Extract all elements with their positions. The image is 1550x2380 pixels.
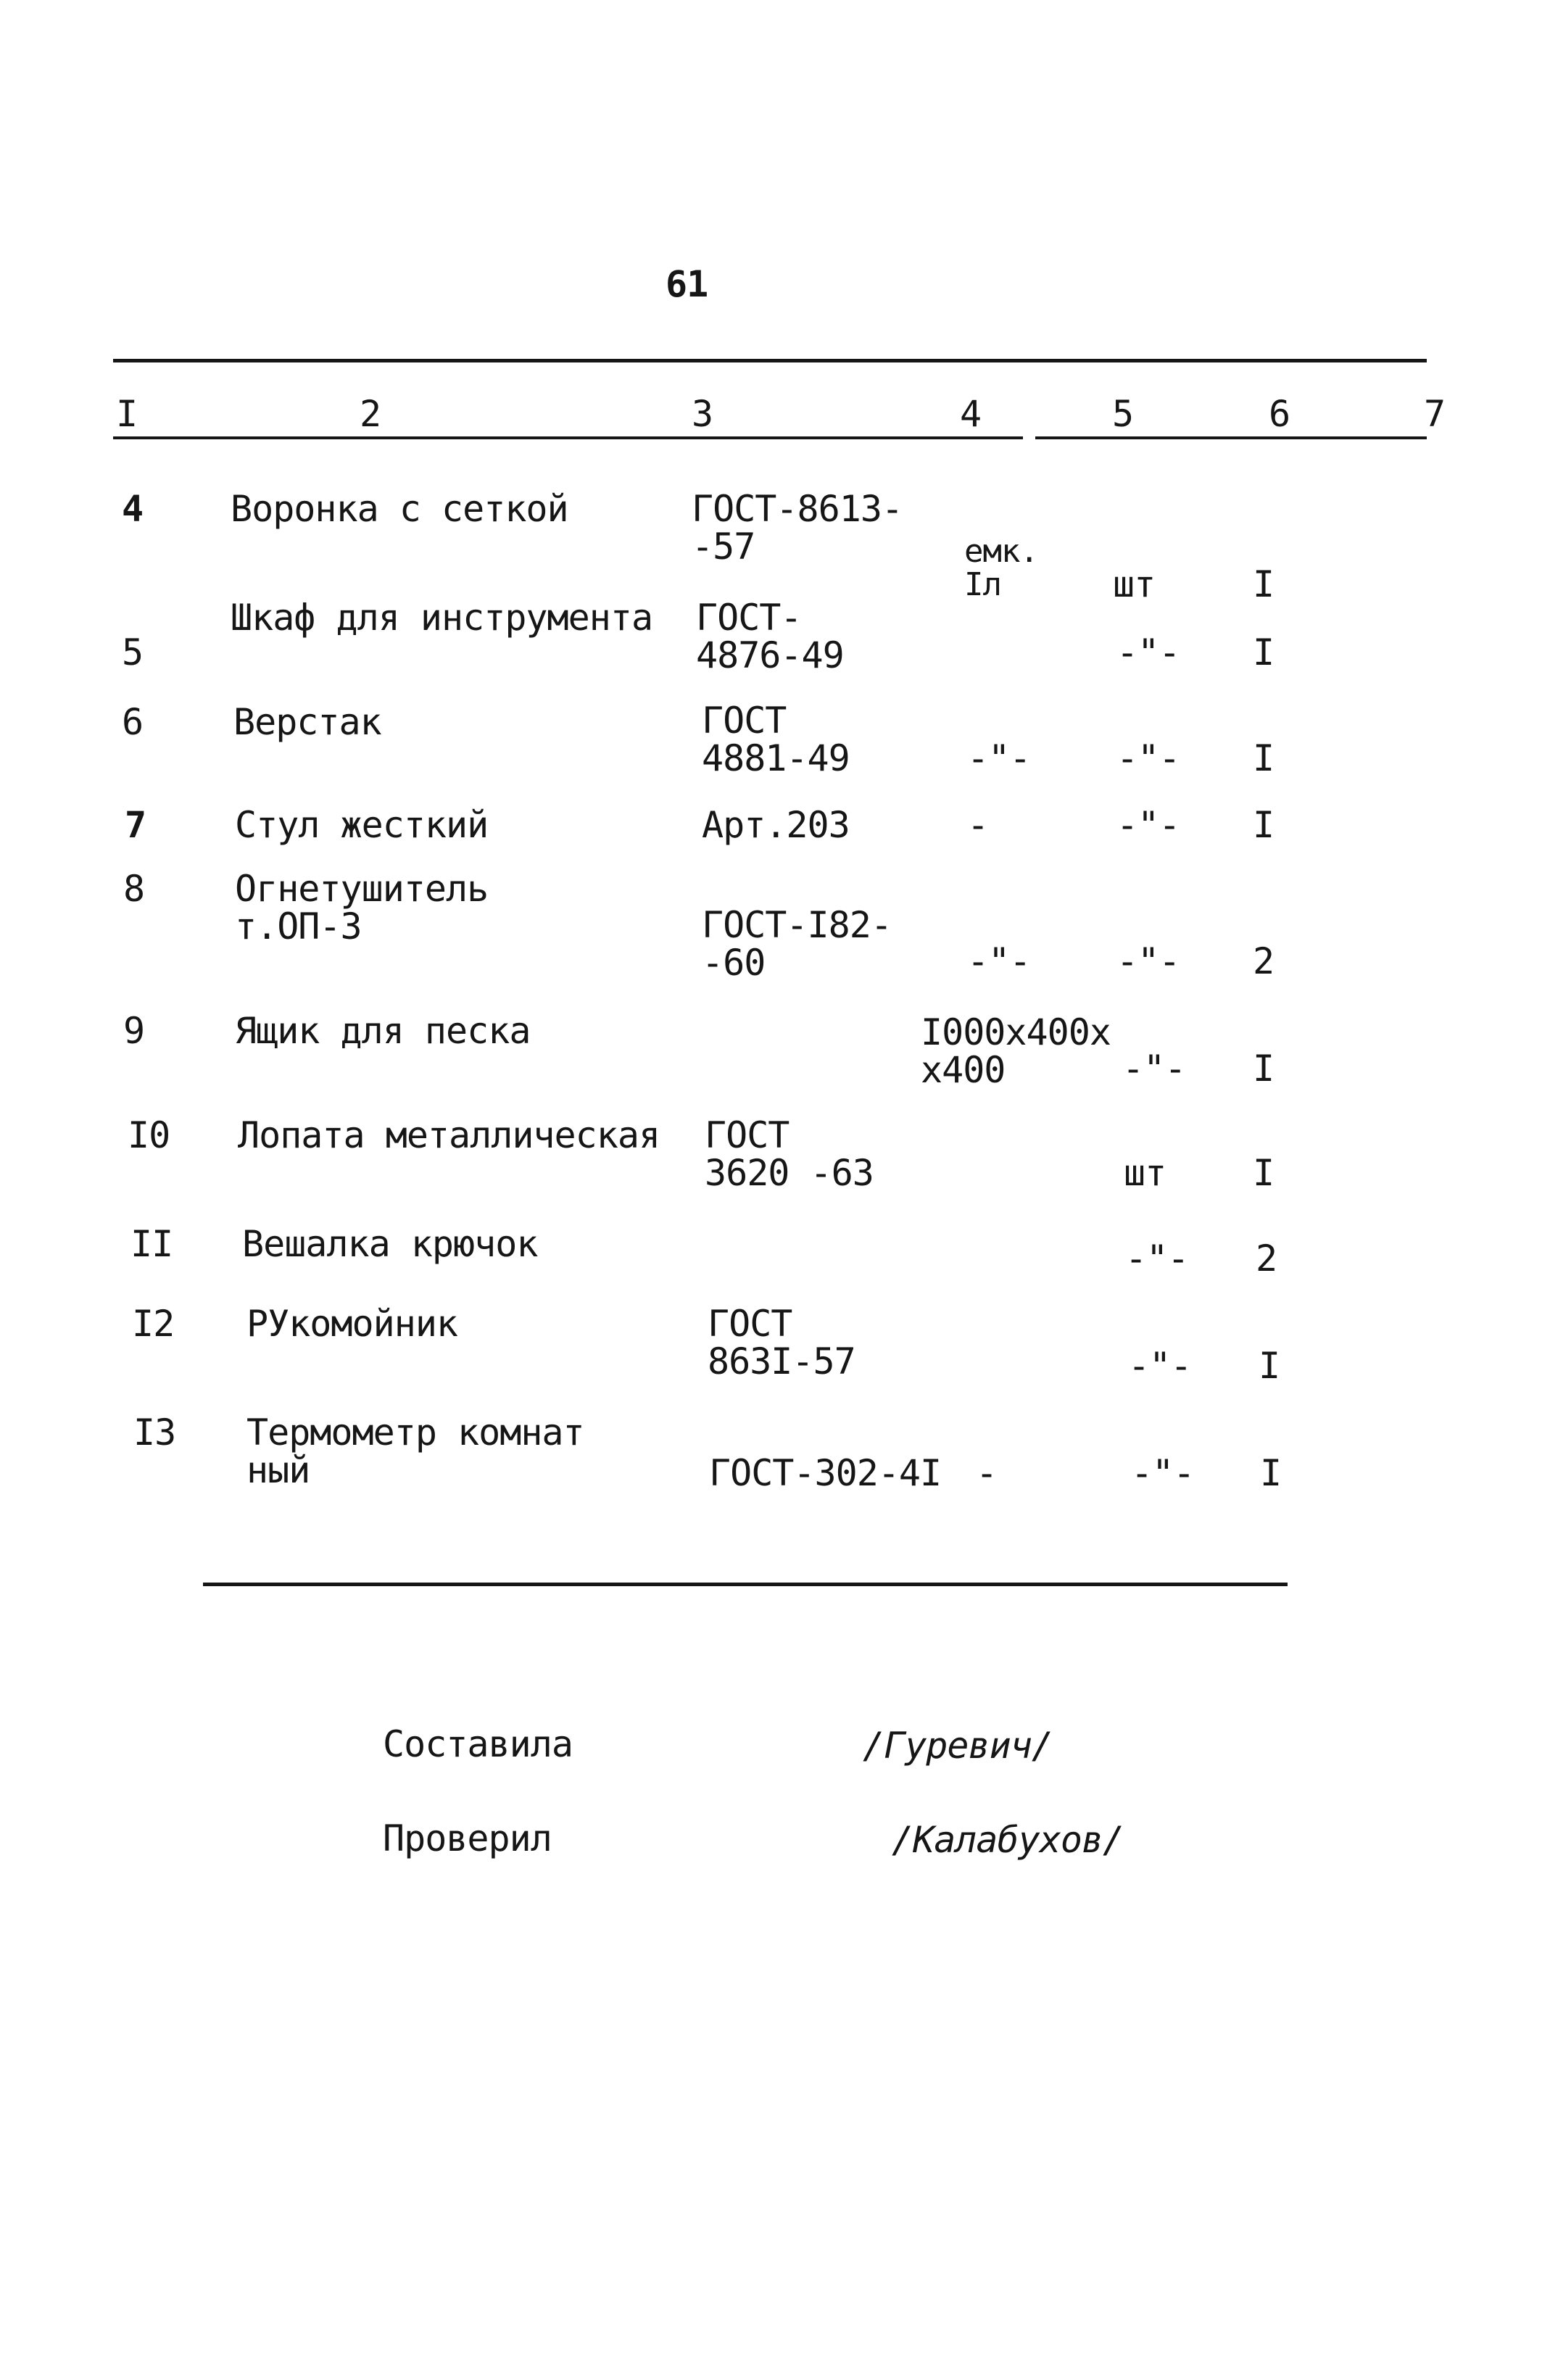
- compiled-by-name: /Гуревич/: [863, 1725, 1053, 1767]
- header-col-4: 4: [960, 393, 982, 435]
- page-number: 61: [666, 263, 708, 305]
- checked-by-name: /Калабухов/: [892, 1819, 1124, 1861]
- row-number: 4: [122, 488, 144, 530]
- row-qty: 2: [1256, 1237, 1277, 1280]
- header-col-6: 6: [1269, 393, 1290, 435]
- row-name: Верстак: [233, 701, 381, 743]
- header-col-1: I: [116, 393, 138, 435]
- row-name: Лопата металлическая: [238, 1114, 660, 1156]
- row-number: 6: [122, 701, 144, 743]
- row-col4: I000x400x x400: [921, 1011, 1111, 1091]
- row-qty: I: [1259, 1345, 1280, 1387]
- row-unit: -"-: [1122, 1048, 1186, 1090]
- row-number: I2: [132, 1303, 175, 1345]
- header-col-3: 3: [692, 393, 713, 435]
- header-rule-left: [113, 436, 1023, 439]
- row-unit: -"-: [1128, 1345, 1192, 1387]
- row-number: I0: [128, 1114, 170, 1156]
- header-rule-right: [1035, 436, 1427, 439]
- header-col-5: 5: [1112, 393, 1134, 435]
- row-col4: -"-: [967, 940, 1031, 982]
- row-gost: ГОСТ-I82- -60: [702, 904, 892, 984]
- row-gost: ГОСТ-8613- -57: [692, 488, 903, 568]
- row-name: Термометр комнат ный: [246, 1411, 584, 1491]
- row-col4: -"-: [967, 737, 1031, 779]
- row-gost: ГОСТ- 4876-49: [696, 597, 844, 676]
- row-unit: -"-: [1116, 804, 1180, 846]
- row-name: Огнетушитель т.ОП-3: [235, 868, 489, 948]
- compiled-by-label: Составила: [383, 1723, 573, 1765]
- row-qty: I: [1253, 737, 1275, 779]
- row-name: Воронка с сеткой: [231, 488, 568, 530]
- row-qty: 2: [1253, 940, 1275, 982]
- row-qty: I: [1253, 1048, 1275, 1090]
- row-unit: шт: [1124, 1152, 1166, 1194]
- row-unit: -"-: [1125, 1237, 1189, 1280]
- row-qty: I: [1253, 1152, 1275, 1194]
- row-name: Вешалка крючок: [242, 1223, 538, 1265]
- table-bottom-rule: [203, 1583, 1288, 1586]
- row-gost: ГОСТ 863I-57: [708, 1303, 855, 1382]
- row-gost: Арт.203: [702, 804, 850, 846]
- row-unit: -"-: [1116, 631, 1180, 673]
- row-number: II: [130, 1223, 173, 1265]
- table-top-rule: [113, 359, 1427, 362]
- row-qty: I: [1253, 563, 1275, 605]
- checked-by-label: Проверил: [383, 1817, 552, 1859]
- row-qty: I: [1253, 804, 1275, 846]
- row-number: 7: [125, 804, 146, 846]
- row-name: РУкомойник: [246, 1303, 458, 1345]
- row-col4: -: [976, 1452, 998, 1494]
- row-number: 8: [123, 868, 145, 910]
- row-gost: ГОСТ-302-4I: [709, 1452, 942, 1494]
- row-number: 9: [123, 1010, 145, 1052]
- row-qty: I: [1260, 1452, 1282, 1494]
- row-col4: емк. Iл: [964, 533, 1038, 603]
- header-col-7: 7: [1424, 393, 1446, 435]
- row-number: I3: [133, 1411, 176, 1454]
- row-unit: шт: [1113, 563, 1156, 605]
- row-number: 5: [122, 631, 144, 673]
- header-col-2: 2: [360, 393, 381, 435]
- row-name: Шкаф для инструмента: [231, 597, 653, 639]
- row-gost: ГОСТ 4881-49: [702, 700, 850, 779]
- row-unit: -"-: [1131, 1452, 1195, 1494]
- row-col4: -: [967, 804, 989, 846]
- row-name: Ящик для песка: [235, 1010, 531, 1052]
- row-qty: I: [1253, 631, 1275, 673]
- row-name: Стул жесткий: [235, 804, 489, 846]
- row-gost: ГОСТ 3620 -63: [705, 1114, 874, 1194]
- row-unit: -"-: [1116, 940, 1180, 982]
- row-unit: -"-: [1116, 737, 1180, 779]
